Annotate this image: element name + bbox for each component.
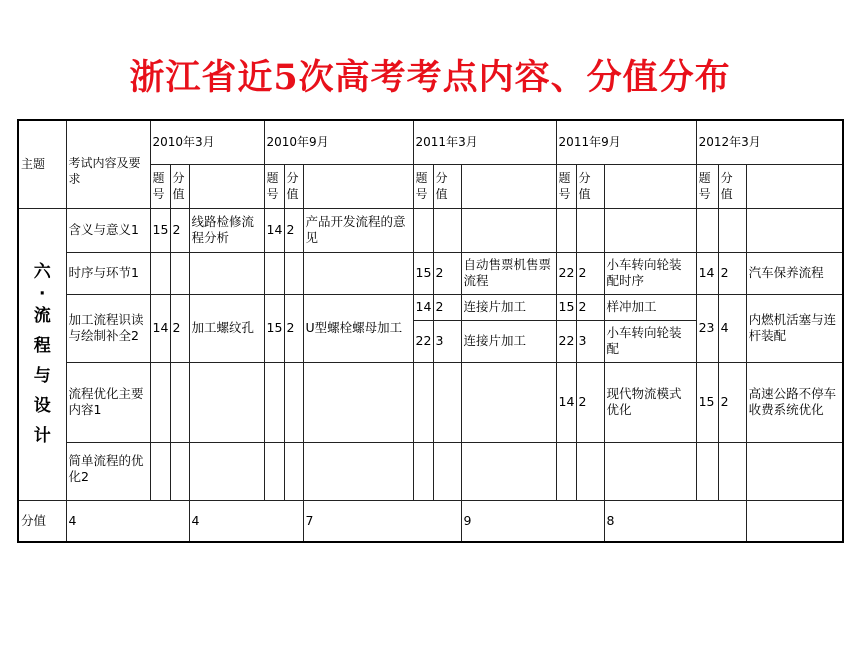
blank-cell: [604, 164, 696, 208]
qnum-cell: 14: [556, 362, 576, 442]
score-cell: 2: [170, 208, 189, 252]
topic-cell: 连接片加工: [461, 294, 556, 320]
blank-cell: [718, 442, 746, 500]
score-header: 分值: [284, 164, 303, 208]
score-cell: 2: [576, 252, 604, 294]
blank-cell: [264, 362, 284, 442]
topic-cell: 汽车保养流程: [746, 252, 843, 294]
totals-label: 分值: [18, 500, 66, 542]
topic-cell: 内燃机活塞与连杆装配: [746, 294, 843, 362]
topic-cell: 加工螺纹孔: [189, 294, 264, 362]
blank-cell: [556, 442, 576, 500]
qnum-header: 题号: [556, 164, 576, 208]
total-2010-3: 4: [66, 500, 189, 542]
blank-cell: [284, 362, 303, 442]
qnum-cell: 15: [556, 294, 576, 320]
score-cell: 4: [718, 294, 746, 362]
blank-cell: [433, 362, 461, 442]
qnum-cell: 15: [413, 252, 433, 294]
score-cell: 2: [718, 252, 746, 294]
blank-cell: [264, 252, 284, 294]
topic-cell: 连接片加工: [461, 320, 556, 362]
content-cell: 含义与意义1: [66, 208, 150, 252]
blank-cell: [189, 252, 264, 294]
qnum-cell: 14: [264, 208, 284, 252]
score-cell: 2: [284, 208, 303, 252]
blank-cell: [284, 252, 303, 294]
blank-cell: [189, 164, 264, 208]
topic-cell: 现代物流模式优化: [604, 362, 696, 442]
blank-cell: [170, 442, 189, 500]
topic-cell: 自动售票机售票流程: [461, 252, 556, 294]
blank-cell: [576, 442, 604, 500]
blank-cell: [303, 252, 413, 294]
score-cell: 2: [576, 362, 604, 442]
total-2010-9: 4: [189, 500, 303, 542]
blank-cell: [746, 442, 843, 500]
blank-cell: [746, 208, 843, 252]
blank-cell: [413, 442, 433, 500]
qnum-cell: 14: [150, 294, 170, 362]
score-cell: 3: [576, 320, 604, 362]
score-cell: 2: [718, 362, 746, 442]
section-title: 六 · 流 程 与 设 计: [18, 208, 66, 500]
blank-cell: [461, 442, 556, 500]
header-year-2011-3: 2011年3月: [413, 120, 556, 164]
content-cell: 加工流程识读与绘制补全2: [66, 294, 150, 362]
total-2011-9: 9: [461, 500, 604, 542]
page-title: 浙江省近5次高考考点内容、分值分布: [129, 57, 731, 98]
qnum-cell: 23: [696, 294, 718, 362]
blank-cell: [170, 252, 189, 294]
exam-distribution-table: [17, 119, 844, 543]
blank-cell: [433, 442, 461, 500]
blank-cell: [696, 208, 718, 252]
topic-cell: 高速公路不停车收费系统优化: [746, 362, 843, 442]
content-cell: 流程优化主要内容1: [66, 362, 150, 442]
qnum-header: 题号: [696, 164, 718, 208]
content-cell: 简单流程的优化2: [66, 442, 150, 500]
qnum-cell: 15: [150, 208, 170, 252]
header-year-2012-3: 2012年3月: [696, 120, 843, 164]
blank-cell: [303, 442, 413, 500]
blank-cell: [413, 362, 433, 442]
header-year-2011-9: 2011年9月: [556, 120, 696, 164]
score-header: 分值: [170, 164, 189, 208]
blank-cell: [461, 362, 556, 442]
qnum-header: 题号: [264, 164, 284, 208]
blank-cell: [556, 208, 576, 252]
blank-cell: [718, 208, 746, 252]
blank-cell: [150, 362, 170, 442]
blank-cell: [150, 252, 170, 294]
blank-cell: [189, 362, 264, 442]
score-cell: 3: [433, 320, 461, 362]
score-cell: 2: [576, 294, 604, 320]
blank-cell: [461, 164, 556, 208]
blank-cell: [303, 164, 413, 208]
blank-cell: [576, 208, 604, 252]
header-year-2010-9: 2010年9月: [264, 120, 413, 164]
blank-cell: [264, 442, 284, 500]
qnum-header: 题号: [413, 164, 433, 208]
header-topic: 主题: [18, 120, 66, 208]
qnum-cell: 15: [696, 362, 718, 442]
qnum-cell: 22: [413, 320, 433, 362]
blank-cell: [284, 442, 303, 500]
qnum-header: 题号: [150, 164, 170, 208]
blank-cell: [433, 208, 461, 252]
blank-cell: [303, 362, 413, 442]
topic-cell: 小车转向轮装配时序: [604, 252, 696, 294]
qnum-cell: 22: [556, 320, 576, 362]
topic-cell: 小车转向轮装配: [604, 320, 696, 362]
blank-cell: [150, 442, 170, 500]
qnum-cell: 14: [696, 252, 718, 294]
header-content: 考试内容及要求: [66, 120, 150, 208]
qnum-cell: 15: [264, 294, 284, 362]
header-year-2010-3: 2010年3月: [150, 120, 264, 164]
qnum-cell: 14: [413, 294, 433, 320]
blank-cell: [696, 442, 718, 500]
blank-cell: [746, 164, 843, 208]
content-cell: 时序与环节1: [66, 252, 150, 294]
score-header: 分值: [718, 164, 746, 208]
topic-cell: 样冲加工: [604, 294, 696, 320]
total-2011-3: 7: [303, 500, 461, 542]
blank-cell: [189, 442, 264, 500]
blank-cell: [170, 362, 189, 442]
topic-cell: U型螺栓螺母加工: [303, 294, 413, 362]
score-cell: 2: [284, 294, 303, 362]
score-header: 分值: [576, 164, 604, 208]
blank-cell: [413, 208, 433, 252]
score-cell: 2: [170, 294, 189, 362]
score-header: 分值: [433, 164, 461, 208]
blank-cell: [604, 442, 696, 500]
score-cell: 2: [433, 252, 461, 294]
qnum-cell: 22: [556, 252, 576, 294]
total-2012-3: 8: [604, 500, 746, 542]
topic-cell: 产品开发流程的意见: [303, 208, 413, 252]
blank-cell: [461, 208, 556, 252]
score-cell: 2: [433, 294, 461, 320]
blank-cell: [604, 208, 696, 252]
topic-cell: 线路检修流程分析: [189, 208, 264, 252]
